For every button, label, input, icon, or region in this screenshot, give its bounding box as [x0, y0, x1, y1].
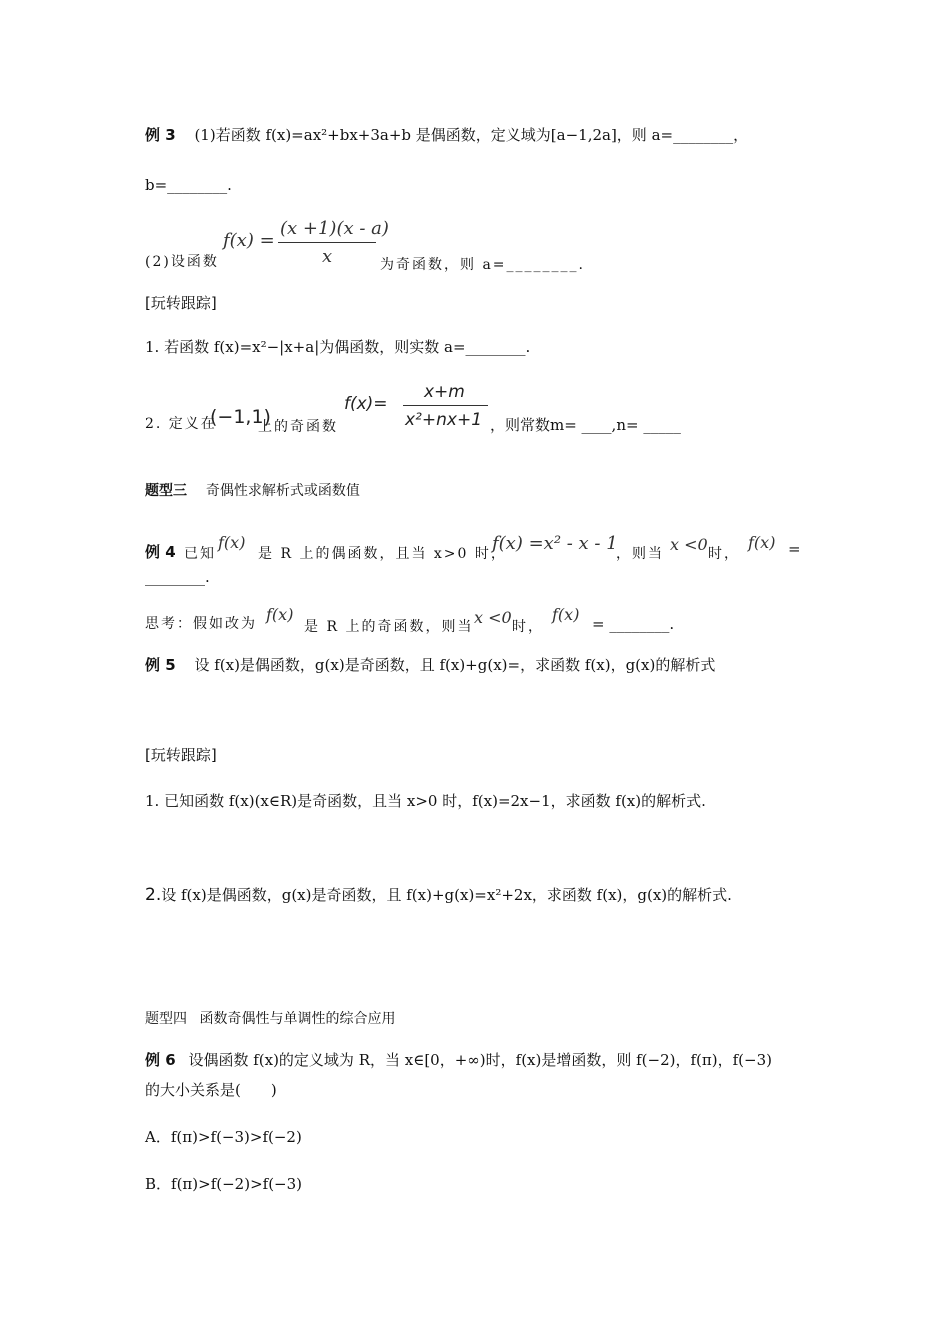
example-5-label: 例 5: [145, 656, 176, 674]
track-1-q2-fraction-bar: [403, 405, 488, 406]
example-4-blank: ________.: [145, 568, 210, 586]
think-text-4: = ________.: [592, 615, 675, 633]
example-4-label: 例 4: [145, 543, 176, 561]
example-4-condition: x <0: [670, 535, 708, 554]
think-condition: x <0: [474, 608, 512, 627]
example-4-text-1: 已知: [184, 546, 216, 562]
type-4-label: 题型四: [145, 1011, 187, 1027]
example-3-label: 例 3: [145, 126, 176, 144]
example-4-text-3: ，则当: [616, 546, 664, 562]
track-1-q2-mid: 上的奇函数: [258, 419, 338, 435]
example-3-part-1: (1)若函数 f(x)=ax²+bx+3a+b 是偶函数，定义域为[a−1,2a]，则 a=________，: [194, 126, 749, 144]
think-fx-2: f(x): [552, 605, 580, 624]
track-1-q2-suffix: ，则常数m= ____,n= _____: [490, 416, 681, 434]
example-3-line-1: [145, 126, 748, 144]
think-text-2: 是 R 上的奇函数，则当: [304, 619, 474, 635]
track-1-q2-interval: (−1,1): [210, 406, 271, 428]
example-3-formula-numerator: (x +1)(x - a): [280, 218, 389, 239]
think-text-3: 时，: [512, 619, 544, 635]
type-3-label: 题型三: [145, 483, 187, 499]
example-3-part-1-b: b=________.: [145, 176, 232, 194]
example-4-equals: =: [788, 540, 801, 558]
example-6-line-2: 的大小关系是( ): [145, 1081, 277, 1099]
track-2-question-2: [145, 885, 732, 905]
think-text-1: 思考：假如改为: [145, 616, 257, 632]
example-4-fx-2: f(x): [748, 533, 776, 552]
example-6-option-a: A．f(π)>f(−3)>f(−2): [145, 1128, 302, 1146]
track-heading-1: [玩转跟踪]: [145, 294, 217, 312]
track-2-q2-number: 2.: [145, 885, 162, 905]
example-3-part-2-prefix: (2)设函数: [145, 254, 219, 270]
example-4-formula: f(x) =x² - x - 1: [492, 533, 618, 554]
example-5-text: 设 f(x)是偶函数，g(x)是奇函数，且 f(x)+g(x)=，求函数 f(x)，g(x)的解析式: [194, 656, 716, 674]
example-4-text-4: 时，: [708, 546, 740, 562]
type-3-heading: [145, 483, 360, 500]
example-5-line: [145, 656, 715, 674]
type-4-title: 函数奇偶性与单调性的综合应用: [199, 1011, 396, 1027]
example-3-line-2: [145, 176, 232, 194]
track-1-q2-numerator: x+m: [424, 382, 465, 402]
track-1-question-1: 1. 若函数 f(x)=x²−|x+a|为偶函数，则实数 a=________.: [145, 338, 531, 356]
track-1-q2-denominator: x²+nx+1: [405, 410, 483, 430]
track-heading-2: [玩转跟踪]: [145, 746, 217, 764]
track-1-q2-lhs: f(x)=: [344, 394, 388, 414]
think-fx: f(x): [266, 605, 294, 624]
type-3-title: 奇偶性求解析式或函数值: [205, 483, 360, 499]
track-1-q2-prefix: 2. 定义在: [145, 416, 217, 432]
example-6-option-b: B．f(π)>f(−2)>f(−3): [145, 1175, 303, 1193]
example-3-formula-denominator: x: [322, 246, 333, 267]
track-2-q2-text: 设 f(x)是偶函数，g(x)是奇函数，且 f(x)+g(x)=x²+2x，求函数 f(x)，g(x)的解析式.: [161, 886, 732, 904]
example-4-text-2: 是 R 上的偶函数，且当 x>0 时，: [258, 546, 507, 562]
example-6-label: 例 6: [145, 1051, 176, 1069]
example-3-formula-lhs: f(x) =: [223, 230, 275, 251]
example-3-fraction-bar: [278, 242, 376, 243]
example-6-line-1: [145, 1051, 772, 1069]
type-4-heading: [145, 1011, 395, 1028]
example-3-part-2-suffix: 为奇函数，则 a=________.: [380, 257, 585, 273]
example-6-text: 设偶函数 f(x)的定义域为 R，当 x∈[0，+∞)时，f(x)是增函数，则 f(−2)，f(π)，f(−3): [188, 1051, 772, 1069]
example-4-fx: f(x): [218, 533, 246, 552]
track-2-question-1: 1. 已知函数 f(x)(x∈R)是奇函数，且当 x>0 时，f(x)=2x−1，求函数 f(x)的解析式.: [145, 792, 706, 810]
